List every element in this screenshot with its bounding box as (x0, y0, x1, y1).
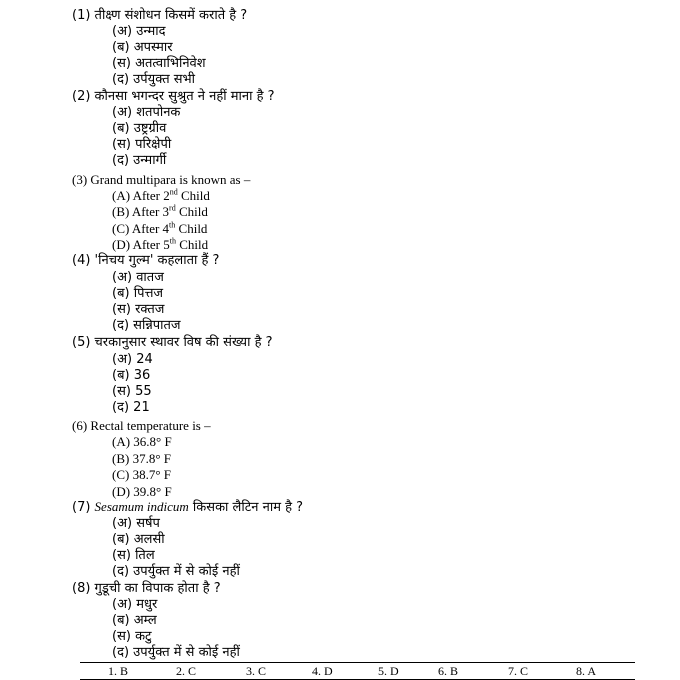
question-3-number: (3) (72, 172, 91, 187)
question-5-number: (5) (72, 335, 95, 350)
question-4-option-b: (ब) पित्तज (112, 286, 164, 301)
question-3-option-b: (B) After 3rd Child (112, 203, 208, 219)
question-1-option-d: (द) उर्पयुक्त सभी (112, 72, 196, 87)
question-5-text: चरकानुसार स्थावर विष की संख्या है ? (94, 335, 273, 350)
question-4 (72, 253, 219, 269)
question-2-option-b: (ब) उष्ट्रग्रीव (112, 121, 167, 136)
question-4-option-c: (स) रक्तज (112, 302, 165, 317)
question-5-option-d: (द) 21 (112, 400, 150, 415)
question-2-number: (2) (72, 89, 95, 104)
question-3-text: Grand multipara is known as – (90, 172, 251, 187)
question-6-option-b: (B) 37.8° F (112, 451, 172, 466)
question-8-option-a: (अ) मधुर (112, 597, 158, 612)
question-3 (72, 172, 250, 188)
question-4-option-a: (अ) वातज (112, 270, 164, 285)
question-7-number: (7) (72, 500, 95, 515)
question-3-option-c: (C) After 4th Child (112, 220, 208, 236)
answer-7: 7. C (508, 664, 529, 678)
answer-3: 3. C (246, 664, 267, 678)
question-5 (72, 335, 273, 351)
question-6-option-c: (C) 38.7° F (112, 467, 172, 482)
question-6-number: (6) (72, 418, 91, 433)
question-1-option-a: (अ) उन्माद (112, 24, 166, 39)
question-8-option-b: (ब) अम्ल (112, 613, 157, 628)
question-3-option-d: (D) After 5th Child (112, 236, 209, 252)
question-6-text: Rectal temperature is – (90, 418, 211, 433)
question-4-number: (4) (72, 253, 95, 268)
question-2-text: कौनसा भगन्दर सुश्रुत ने नहीं माना है ? (94, 89, 275, 104)
question-1 (72, 8, 247, 24)
question-1-number: (1) (72, 8, 95, 23)
question-1-option-b: (ब) अपस्मार (112, 40, 173, 55)
question-5-option-a: (अ) 24 (112, 352, 153, 367)
question-7-latin-name: Sesamum indicum (94, 499, 189, 514)
question-2-option-c: (स) परिक्षेपी (112, 137, 172, 152)
question-5-option-c: (स) 55 (112, 384, 152, 399)
question-7-option-a: (अ) सर्षप (112, 516, 160, 531)
question-1-text: तीक्ष्ण संशोधन किसमें कराते है ? (94, 8, 248, 23)
answer-1: 1. B (108, 664, 129, 678)
question-2-option-d: (द) उन्मार्गी (112, 153, 167, 168)
question-8-text: गुडूची का विपाक होता है ? (94, 581, 221, 596)
answer-8: 8. A (576, 664, 597, 678)
answer-4: 4. D (312, 664, 333, 678)
question-4-text: 'निचय गुल्म' कहलाता हैं ? (94, 253, 220, 268)
question-6 (72, 418, 211, 434)
answer-key (80, 662, 635, 680)
question-8-option-d: (द) उपर्युक्त में से कोई नहीं (112, 645, 240, 660)
question-3-option-a: (A) After 2nd Child (112, 187, 210, 203)
answer-5: 5. D (378, 664, 399, 678)
question-8-option-c: (स) कटु (112, 629, 152, 644)
question-5-option-b: (ब) 36 (112, 368, 151, 383)
question-7-text: किसका लैटिन नाम है ? (188, 500, 304, 515)
question-2 (72, 89, 275, 105)
question-6-option-a: (A) 36.8° F (112, 434, 172, 449)
answer-2: 2. C (176, 664, 197, 678)
question-8-number: (8) (72, 581, 95, 596)
answer-6: 6. B (438, 664, 459, 678)
question-2-option-a: (अ) शतपोनक (112, 105, 181, 120)
question-1-option-c: (स) अतत्वाभिनिवेश (112, 56, 206, 71)
question-6-option-d: (D) 39.8° F (112, 484, 172, 499)
question-8 (72, 581, 221, 597)
question-7-option-c: (स) तिल (112, 548, 155, 563)
question-7-option-b: (ब) अलसी (112, 532, 165, 547)
question-7-option-d: (द) उपर्युक्त में से कोई नहीं (112, 564, 240, 579)
question-7 (72, 499, 303, 516)
question-4-option-d: (द) सन्निपातज (112, 318, 181, 333)
